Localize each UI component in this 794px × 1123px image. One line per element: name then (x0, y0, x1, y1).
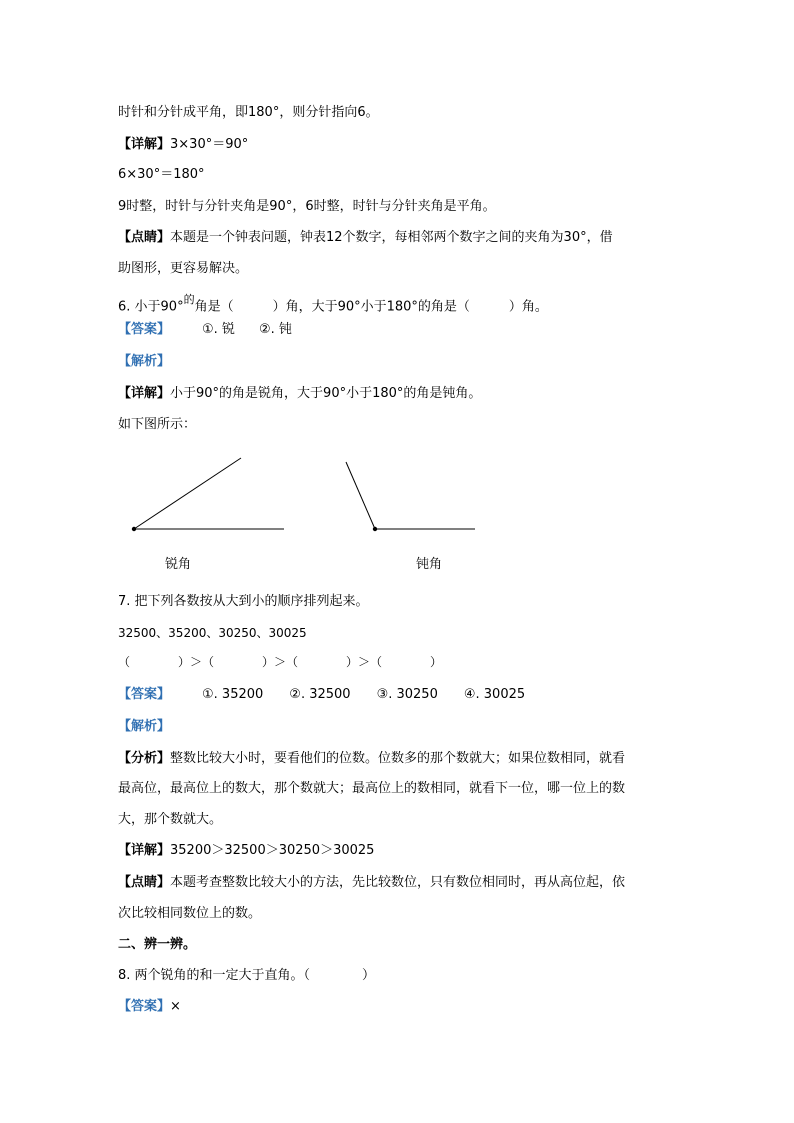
text-line-6: 助图形，更容易解决。 (118, 261, 249, 276)
q7-fenxi-line-1 (118, 750, 625, 768)
q7-answer-2: ②. 32500 (289, 687, 351, 702)
q6-answer-1: ①. 锐 (202, 322, 235, 337)
q8-answer-text: × (170, 999, 181, 1014)
q7-answer-tag: 【答案】 (118, 687, 171, 702)
acute-angle-label: 锐角 (165, 557, 192, 572)
q6-stem-sup: 的 (183, 293, 195, 306)
q8-answer-line (118, 998, 181, 1016)
q7-answer-1: ①. 35200 (202, 687, 264, 702)
dianjing-tag: 【点睛】 (118, 230, 171, 245)
detail-text: 3×30°＝90° (170, 137, 249, 152)
obtuse-angle-label: 钝角 (416, 557, 443, 572)
q7-detail-line (118, 842, 374, 860)
q7-answer-4: ④. 30025 (463, 687, 526, 702)
q7-fenxi-tag: 【分析】 (118, 751, 171, 766)
text-line-4: 9时整，时针与分针夹角是90°，6时整，时针与分针夹角是平角。 (118, 199, 496, 214)
detail-tag: 【详解】 (118, 137, 171, 152)
q7-fenxi-line-3: 大，那个数就大。 (118, 812, 223, 827)
q7-detail-text: 35200＞32500＞30250＞30025 (170, 843, 375, 858)
dianjing-text: 本题是一个钟表问题，钟表12个数字，每相邻两个数字之间的夹角为30°，借 (170, 230, 613, 245)
q6-detail-tag: 【详解】 (118, 386, 171, 401)
obtuse-angle-shape (346, 462, 475, 531)
q6-answer-2: ②. 钝 (258, 322, 292, 337)
q7-fenxi-text-1: 整数比较大小时，要看他们的位数。位数多的那个数就大；如果位数相同，就看 (170, 751, 626, 766)
q7-blanks: （ ）＞（ ）＞（ ）＞（ ） (118, 655, 443, 669)
q6-analysis-tag: 【解析】 (118, 354, 171, 369)
q7-answer-line (118, 686, 525, 704)
q7-stem: 7. 把下列各数按从大到小的顺序排列起来。 (118, 594, 369, 609)
q7-fenxi-line-2: 最高位，最高位上的数大，那个数就大；最高位上的数相同，就看下一位，哪一位上的数 (118, 781, 626, 796)
text-line-1: 时针和分针成平角，即180°，则分针指向6。 (118, 105, 379, 120)
q7-dianjing-line-2: 次比较相同数位上的数。 (118, 906, 262, 921)
text-line-3: 6×30°＝180° (118, 167, 205, 182)
q8-stem: 8. 两个锐角的和一定大于直角。（ ） (118, 968, 376, 983)
q6-figure-note: 如下图所示： (118, 417, 197, 432)
q7-numbers: 32500、35200、30250、30025 (118, 626, 307, 640)
q7-analysis-tag: 【解析】 (118, 719, 171, 734)
q6-stem-b: 角是（ ）角，大于90°小于180°的角是（ ）角。 (194, 299, 548, 315)
acute-angle-shape (132, 458, 284, 531)
q7-dianjing-line-1 (118, 874, 625, 892)
q7-answer-3: ③. 30250 (376, 687, 438, 702)
section-heading: 二、辨一辨。 (118, 937, 197, 952)
q6-answer-tag: 【答案】 (118, 322, 171, 337)
q6-detail-text: 小于90°的角是锐角，大于90°小于180°的角是钝角。 (170, 386, 482, 401)
q7-detail-tag: 【详解】 (118, 843, 171, 858)
q7-analysis-line (118, 718, 170, 736)
q6-stem-a: 6. 小于90° (118, 299, 184, 315)
q8-answer-tag: 【答案】 (118, 999, 171, 1014)
q7-dianjing-text-1: 本题考查整数比较大小的方法，先比较数位，只有数位相同时，再从高位起，依 (170, 875, 626, 890)
q7-dianjing-tag: 【点睛】 (118, 875, 171, 890)
